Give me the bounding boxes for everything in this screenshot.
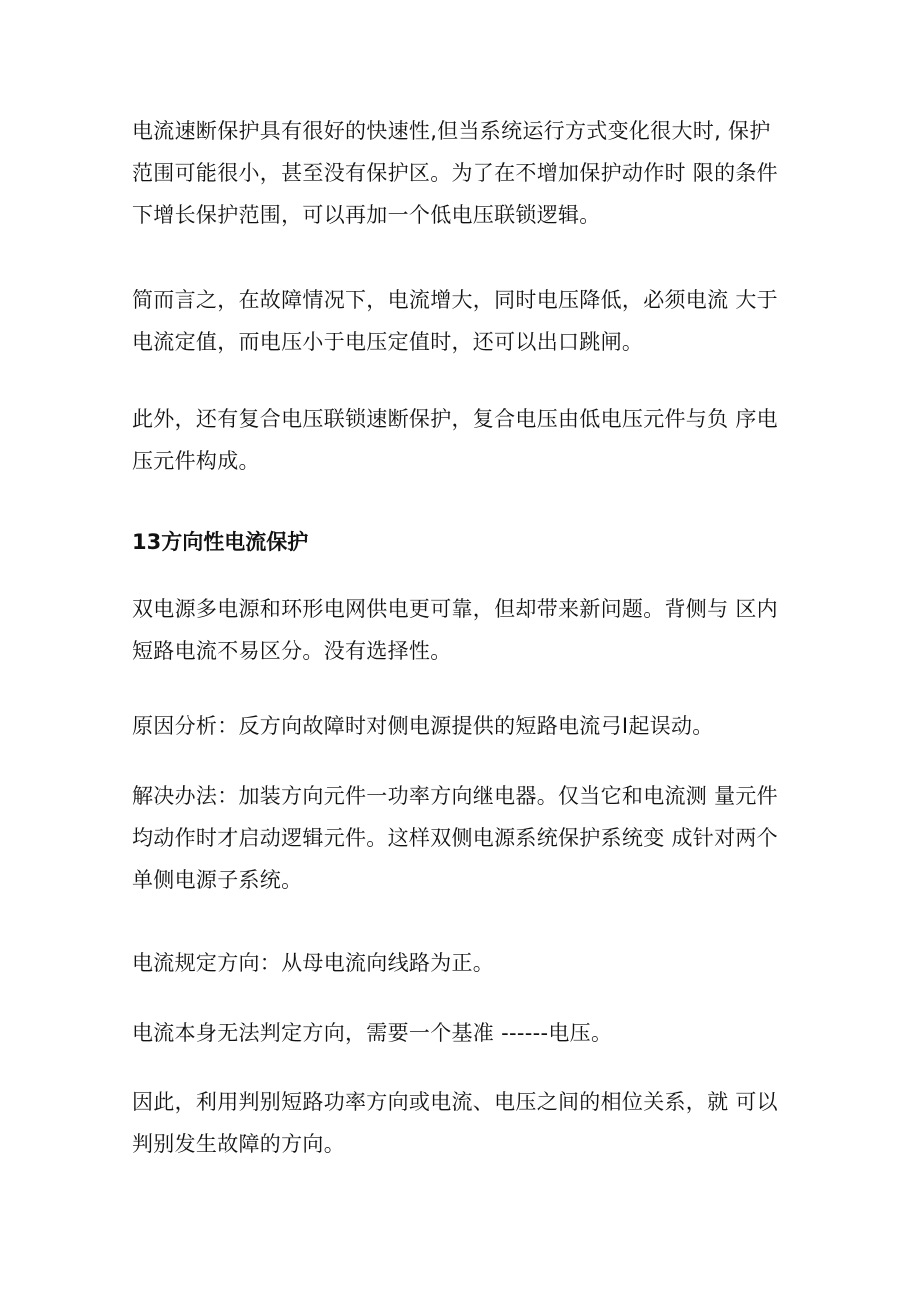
paragraph-cause-analysis (132, 705, 812, 747)
text-line: 双电源多电源和环形电网供电更可靠，但却带来新问题。背侧与 区内 (132, 597, 778, 621)
text-line: 压元件构成。 (132, 449, 260, 473)
text-line: 此外，还有复合电压联锁速断保护，复合电压由低电压元件与负 序电 (132, 407, 778, 431)
text-line: 简而言之，在故障情况下，电流增大，同时电压降低，必须电流 大于 (132, 288, 778, 312)
paragraph-reference-voltage (132, 1012, 812, 1054)
paragraph-composite-voltage (132, 398, 812, 482)
paragraph-summary (132, 279, 812, 363)
text-line: 短路电流不易区分。没有选择性。 (132, 639, 452, 663)
paragraph-current-direction (132, 942, 812, 984)
text-line: 因此，利用判别短路功率方向或电流、电压之间的相位关系，就 可以 (132, 1090, 778, 1114)
text-line: 下增长保护范围，可以再加一个低电压联锁逻辑。 (132, 203, 601, 227)
paragraph-overcurrent-speed-protection (132, 110, 812, 236)
section-heading: 13方向性电流保护 (132, 530, 309, 554)
text-line: 单侧电源子系统。 (132, 868, 303, 892)
paragraph-conclusion (132, 1081, 812, 1165)
paragraph-dual-source-problem (132, 588, 812, 672)
paragraph-solution (132, 775, 812, 901)
text-line: 电流本身无法判定方向，需要一个基准 ------电压。 (132, 1021, 613, 1045)
text-line: 电流速断保护具有很好的快速性,但当系统运行方式变化很大时, 保护 (132, 119, 771, 143)
text-line: 范围可能很小，甚至没有保护区。为了在不增加保护动作时 限的条件 (132, 161, 778, 185)
text-line: 电流定值，而电压小于电压定值时，还可以出口跳闸。 (132, 330, 644, 354)
text-line: 判别发生故障的方向。 (132, 1132, 345, 1156)
text-line: 解决办法：加装方向元件一功率方向继电器。仅当它和电流测 量元件 (132, 784, 778, 808)
text-line: 均动作时才启动逻辑元件。这样双侧电源系统保护系统变 成针对两个 (132, 826, 778, 850)
text-line: 电流规定方向：从母电流向线路为正。 (132, 951, 495, 975)
text-line: 原因分析：反方向故障时对侧电源提供的短路电流弓I起误动。 (132, 714, 714, 738)
